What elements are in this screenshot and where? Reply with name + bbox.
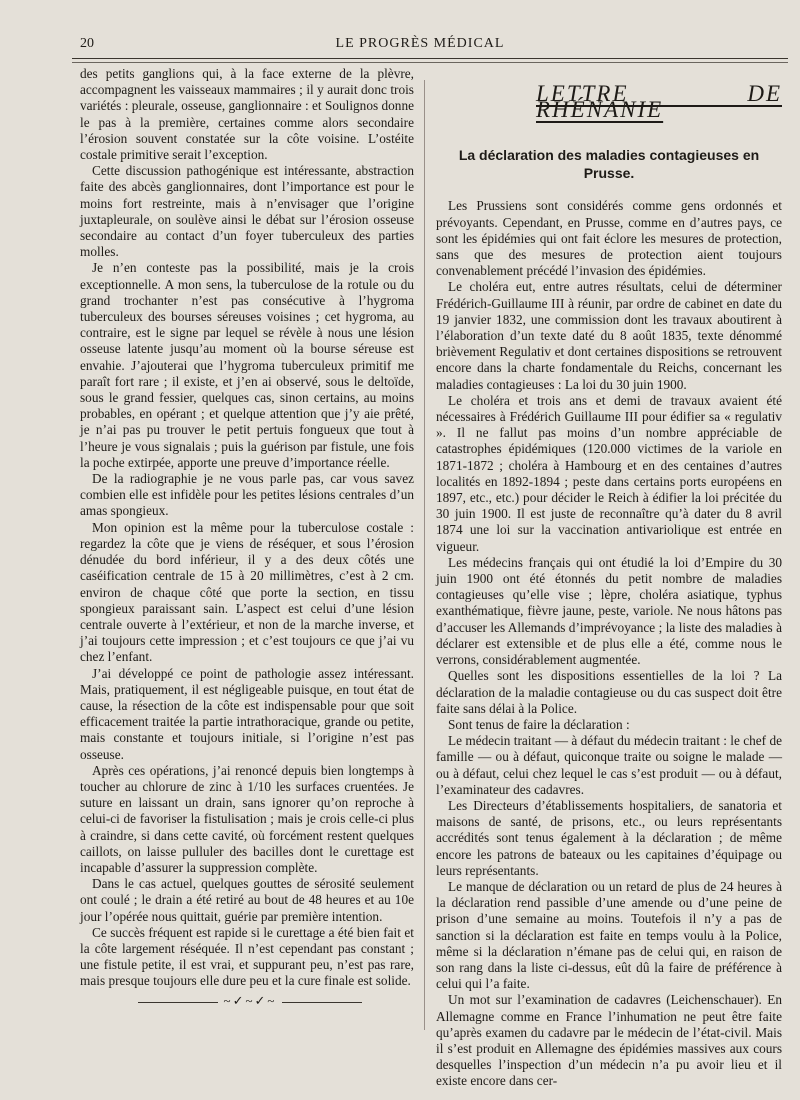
- ornament-line-left: [138, 1002, 218, 1003]
- left-paragraph: Ce succès fréquent est rapide si le curettage a été bien fait et la côte largement réséquée. Il n’est cependant pas constant ; une fistule petite, il est vrai, et suppurant peu, n’est pas rare, mais presque toujours elle dure peu et la cure finale est solide.: [80, 924, 414, 989]
- right-column: [436, 66, 782, 1089]
- left-paragraph: De la radiographie je ne vous parle pas, car vous savez combien elle est infidèle pour les petites lésions centrales d’un amas spongieux.: [80, 471, 414, 519]
- left-paragraph: Cette discussion pathogénique est intéressante, abstraction faite des abcès ganglionnaires, dont l’importance est pour le moins fort restreinte, mais à n’envisager que l’origine juxtapleurale, on soulève ainsi le débat sur l’érosion osseuse secondaire au contact d’un foyer tuberculeux des parties molles.: [80, 163, 414, 260]
- right-paragraph: Le manque de déclaration ou un retard de plus de 24 heures à la déclaration rend passible d’une amende ou d’une peine de prison d’une semaine au moins. Toutefois il n’y a pas de sanction si la déclaration est faite en temps voulu à la Police, même si la déclaration n’émane pas de celui qui, en raison de son rang dans la liste ci-dessus, eût dû la faire de préférence à celui qui l’a faite.: [436, 878, 782, 992]
- right-paragraph: Les médecins français qui ont étudié la loi d’Empire du 30 juin 1900 ont été étonnés du petit nombre de maladies contagieuses qu’elle vise ; lèpre, choléra asiatique, typhus exanthématique, fièvre jaune, peste, variole. Ne nous hâtons pas d’accuser les Allemands d’imprévoyance ; la liste des maladies à déclarer est extensible et de plus elle a été, comme nous le verrons, considérablement augmentée.: [436, 554, 782, 668]
- column-divider: [424, 80, 425, 1030]
- left-paragraph: des petits ganglions qui, à la face externe de la plèvre, accompagnent les vaisseaux mammaires ; il y aurait donc trois variétés : pleurale, osseuse, ganglionnaire : et Soulignos donne le pas à la première, certaines comme alors secondaire l’érosion souvent constatée sur la côte voisine. L’ostéite costale primitive serait l’exception.: [80, 66, 414, 163]
- right-paragraph: Le médecin traitant — à défaut du médecin traitant : le chef de famille — ou à défaut, quiconque traite ou soigne le malade — ou à défaut, celui chez lequel le cas s’est produit — ou à défaut, l’examinateur des cadavres.: [436, 733, 782, 797]
- right-paragraph: Sont tenus de faire la déclaration :: [448, 716, 630, 732]
- right-paragraph: Les Prussiens sont considérés comme gens ordonnés et prévoyants. Cependant, en Prusse, comme en d’autres pays, ce sont les épidémies qui ont fait éclore les mesures de protection, sans que des mesures de protection aient toujours convenablement précédé l’invasion des épidémies.: [436, 198, 782, 279]
- left-paragraph: Je n’en conteste pas la possibilité, mais je la crois exceptionnelle. A mon sens, la tuberculose de la rotule ou du grand trochanter n’est pas consécutive à l’hygroma tuberculeux des bourses séreuses voisines ; cet hygroma, au contraire, est le signe par lequel se révèle à nous une lésion osseuse latente jusqu’au moment où la bourse séreuse est envahie. J’ajouterai que l’hygroma tuberculeux primitif me paraît fort rare ; il existe, et j’en ai observé, sous le deltoïde, sous le grand fessier, quelques cas, sinon certains, au moins probables, en opérant ; et quelque attention que j’y aie prêté, je n’ai pas pu trouver le petit pertuis fongueux que tout à l’heure je vous signalais ; puis la guérison par fistule, une fois la poche extirpée, apporte une preuve d’importance réelle.: [80, 260, 414, 470]
- left-paragraph: Après ces opérations, j’ai renoncé depuis bien longtemps à toucher au chlorure de zinc à 1/10 les surfaces cruentées. Je suture en laissant un drain, sans ignorer qu’on reproche à celui-ci de favoriser la fistulisation ; mais je crois celle-ci plus à craindre, si dans cette cavité, où forcément restent quelques caillots, on laisse pulluler des bacilles dont le curettage est incapable d’assurer la suppression complète.: [80, 762, 414, 875]
- article-title: La déclaration des maladies contagieuses en Prusse.: [458, 147, 760, 182]
- right-paragraph: Quelles sont les dispositions essentielles de la loi ? La déclaration de la maladie contagieuse ou du cas suspect doit être faite sans délai à la Police.: [436, 668, 782, 716]
- right-paragraph: Les Directeurs d’établissements hospitaliers, de sanatoria et maisons de santé, de prisons, etc., ou leurs représentants accrédités sont tenus également à la déclaration ; de même encore les patrons de bateaux ou les capitaines d’équipage ou leurs représentants.: [436, 797, 782, 878]
- left-paragraph: J’ai développé ce point de pathologie assez intéressant. Mais, pratiquement, il est négligeable puisque, en tout état de cause, la résection de la côte est indispensable pour que soit efficacement traitée la partie intrathoracique, grande ou petite, mais constante et toujours initiale, si l’origine n’est pas osseuse.: [80, 665, 414, 762]
- page-number: 20: [80, 36, 94, 51]
- end-ornament: [120, 993, 380, 1009]
- left-paragraph: Dans le cas actuel, quelques gouttes de sérosité seulement ont coulé ; le drain a été retiré au bout de 48 heures et au 10e jour l’opérée nous quittait, guérie par première intention.: [80, 876, 414, 924]
- header-rule-secondary: [72, 62, 788, 63]
- running-title: LE PROGRÈS MÉDICAL: [335, 36, 505, 51]
- page-header: [60, 36, 780, 56]
- ornament-line-right: [282, 1002, 362, 1003]
- section-title: LETTRE DE RHÉNANIE: [536, 81, 782, 123]
- right-paragraph: Le choléra eut, entre autres résultats, celui de déterminer Frédérich-Guillaume III à réunir, par ordre de cabinet en date du 19 janvier 1832, une commission dont les travaux aboutirent à l’élaboration d’un texte daté du 8 août 1835, texte dénommé brièvement Regulativ et dont certaines dispositions se retrouvent encore dans la charte fondamentale du Reichs, concernant les maladies contagieuses : La loi du 30 juin 1900.: [436, 279, 782, 392]
- right-paragraph: Un mot sur l’examination de cadavres (Leichenschauer). En Allemagne comme en France l’inhumation ne peut être faite qu’après examen du cadavre par le médecin de l’état-civil. Mais il s’est produit en Allemagne des épidémies massives aux cours desquelles l’inspection d’un médecin n’a pu avoir lieu et il existe encore dans cer-: [436, 992, 782, 1089]
- ornament-flourish: ~✓~✓~: [223, 993, 277, 1008]
- left-paragraph: Mon opinion est la même pour la tuberculose costale : regardez la côte que je viens de réséquer, et sous l’érosion dénudée du bord inférieur, il y a des deux côtés une caséification centrale de 15 à 20 millimètres, c’est à 2 cm. environ de chaque côté que porte la section, en tissu spongieux paraissant sain. L’aspect est celui d’une lésion centrale ouverte à l’extérieur, et non de la marche inverse, et j’ai toujours cette impression ; et c’est toujours ce que j’ai vu chez l’enfant.: [80, 519, 414, 665]
- left-column: [80, 66, 414, 1066]
- header-rule: [72, 58, 788, 59]
- right-paragraph: Le choléra et trois ans et demi de travaux avaient été nécessaires à Frédérich Guillaume III pour édifier sa « regulativ ». Il ne fallut pas moins d’un nombre appréciable de catastrophes épidémiques (120.000 victimes de la variole en 1871-1872 ; choléra à Hambourg et en des centaines d’autres localités en 1892-1894 ; peste dans certains ports européens en 1897, etc., etc.) pour décider le Reich à édifier la loi précitée du 30 juin 1900. Il est juste de reconnaître qu’à dater du 8 avril 1874 une loi sur la vaccination antivariolique est entrée en vigueur.: [436, 392, 782, 554]
